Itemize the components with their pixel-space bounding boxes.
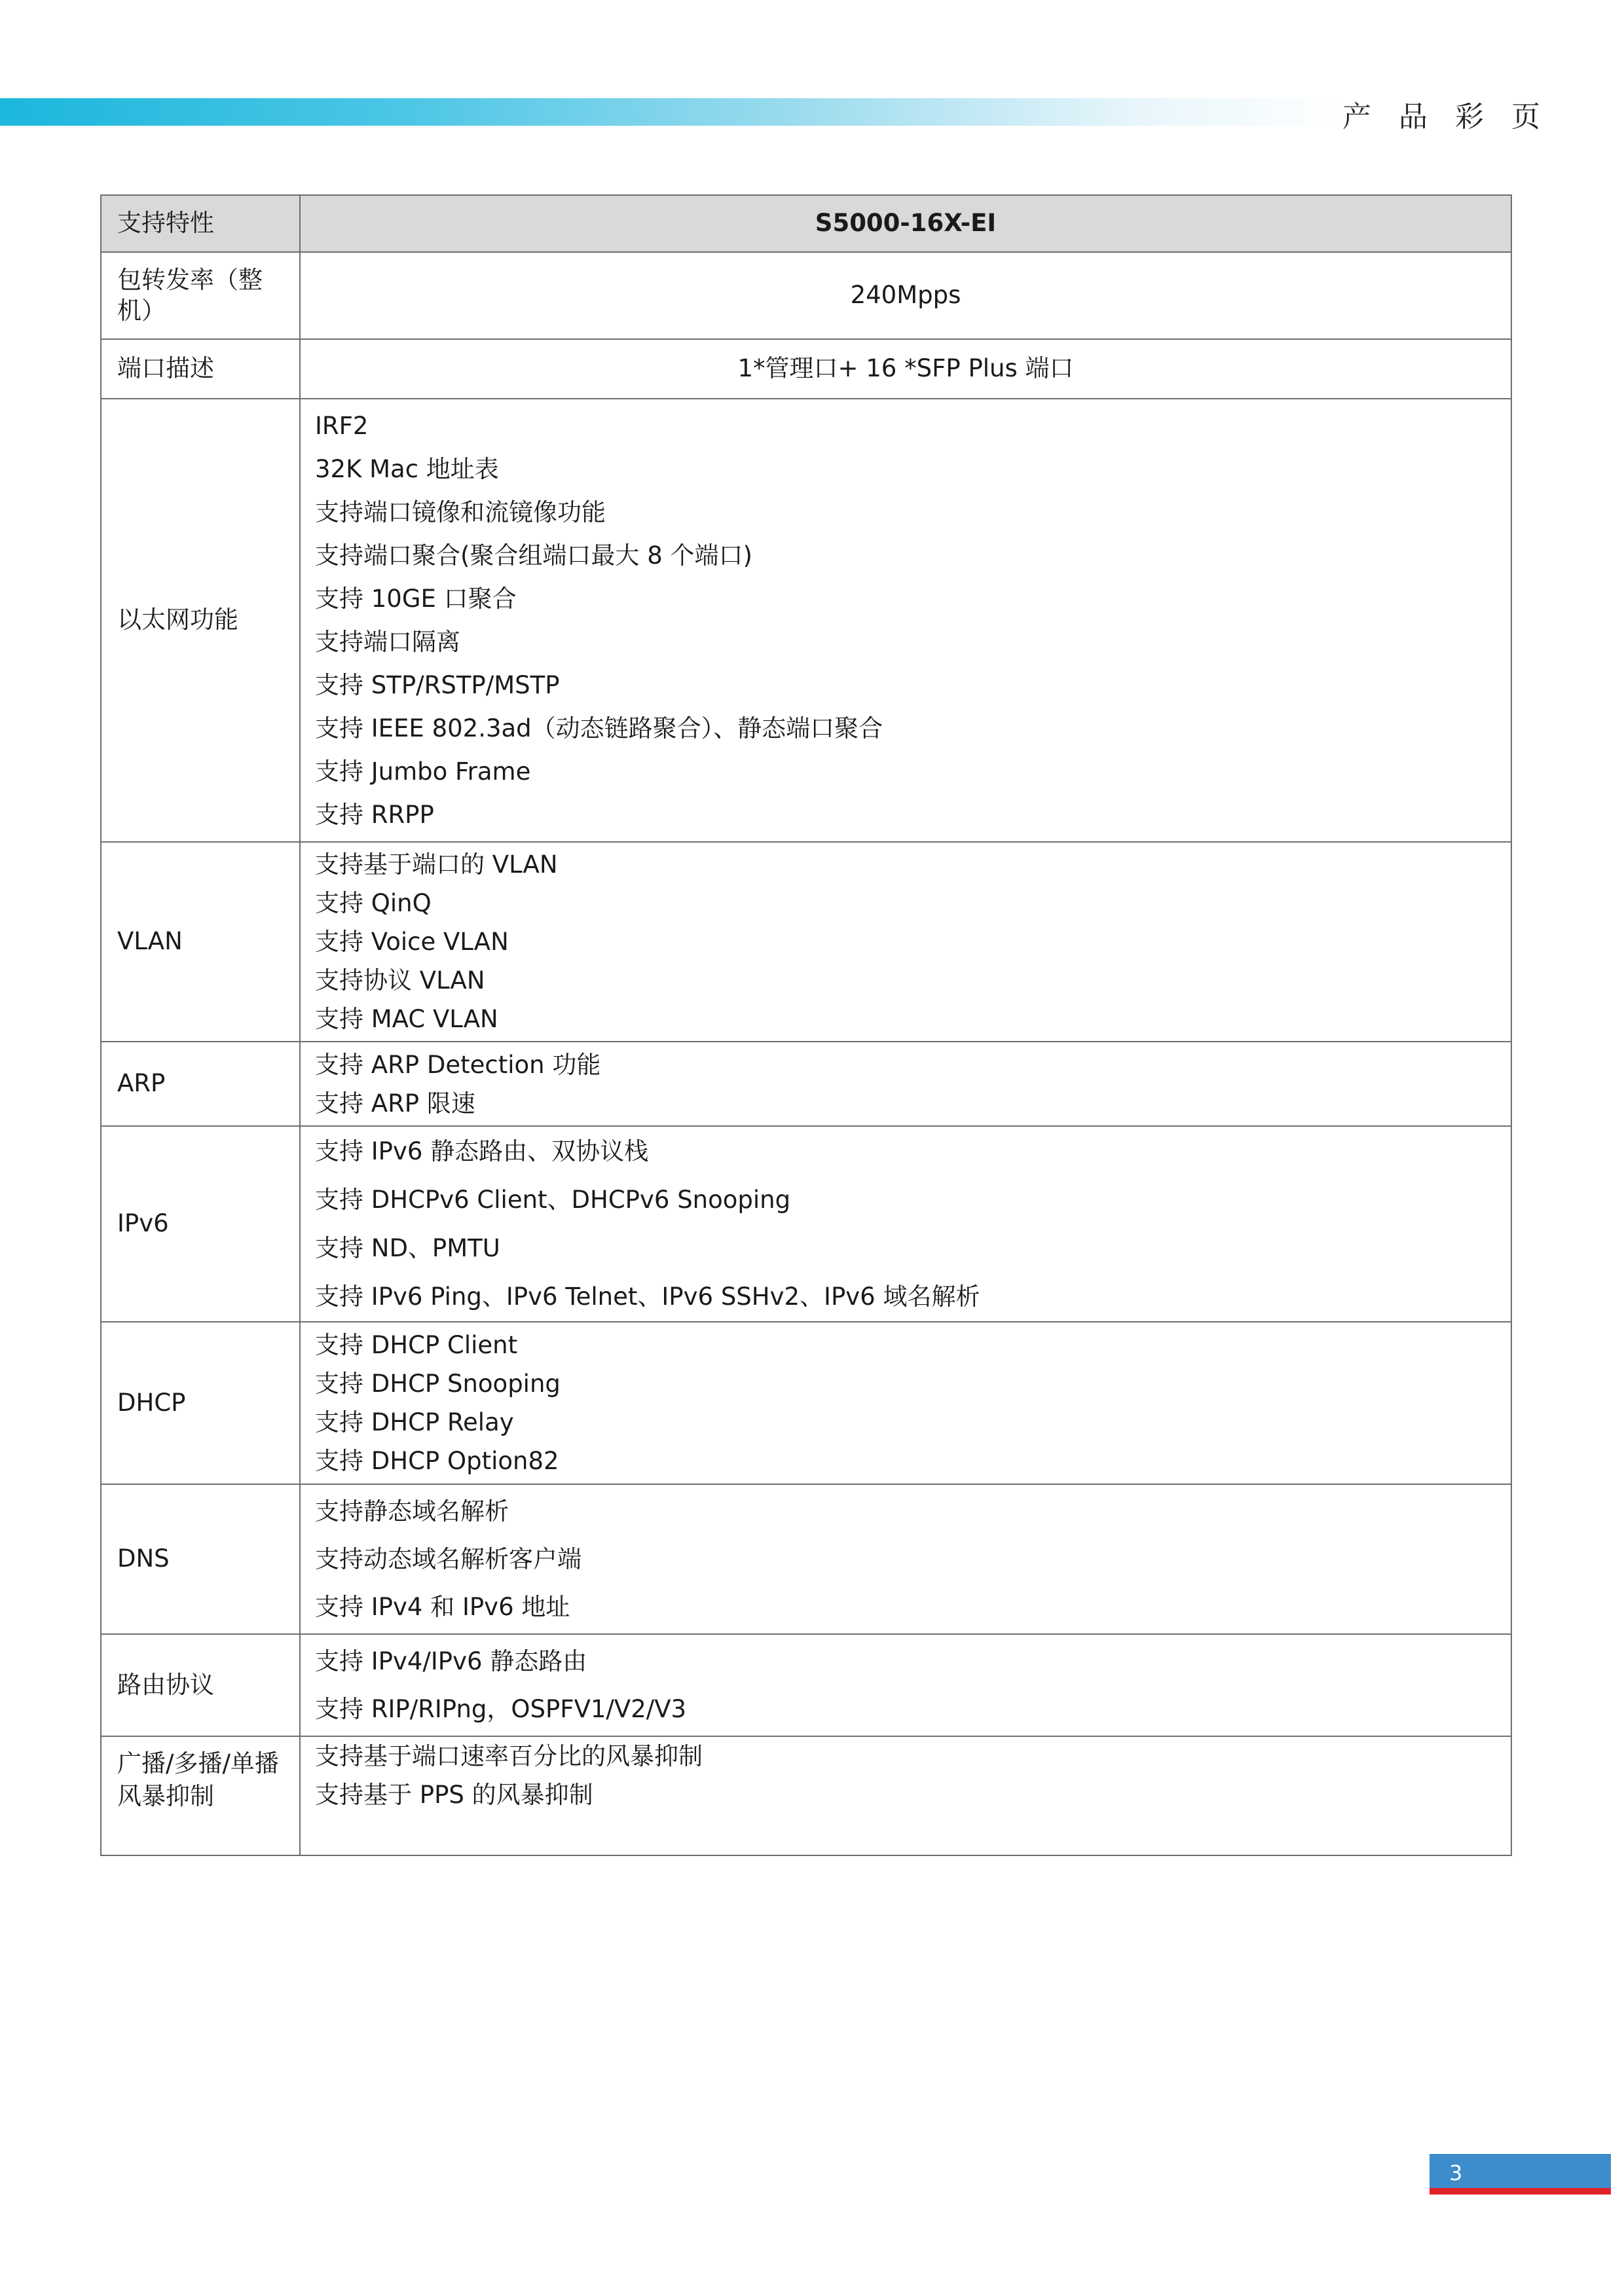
row-value [300, 1484, 1511, 1634]
value-line: 支持 DHCP Snooping [315, 1370, 561, 1398]
value-line: 支持 ARP 限速 [315, 1089, 475, 1118]
table-row [101, 842, 1511, 1042]
header-label: 支持特性 [101, 195, 300, 252]
row-label: 包转发率（整机） [101, 252, 300, 339]
value-line: 支持 DHCP Client [315, 1331, 518, 1359]
value-line: 支持基于端口的 VLAN [315, 850, 558, 879]
table-row [101, 339, 1511, 399]
value-line: 支持 MAC VLAN [315, 1005, 498, 1033]
value-line: 支持 IPv4 和 IPv6 地址 [315, 1593, 570, 1621]
value-line: 240Mpps [850, 281, 961, 310]
row-value [300, 1322, 1511, 1484]
row-label: 以太网功能 [101, 399, 300, 842]
row-label: 广播/多播/单播风暴抑制 [101, 1736, 300, 1855]
row-value [300, 842, 1511, 1042]
value-line: 1*管理口+ 16 *SFP Plus 端口 [737, 354, 1074, 383]
row-label: ARP [101, 1042, 300, 1126]
value-line: 支持 IPv4/IPv6 静态路由 [315, 1647, 587, 1675]
row-label: 端口描述 [101, 339, 300, 399]
table-row [101, 1126, 1511, 1322]
header-title: 产 品 彩 页 [1342, 100, 1549, 134]
row-value [300, 252, 1511, 339]
table-row [101, 1042, 1511, 1126]
table-row [101, 1322, 1511, 1484]
row-value [300, 1126, 1511, 1322]
row-value [300, 1042, 1511, 1126]
page-number: 3 [1449, 2160, 1463, 2185]
table-row [101, 252, 1511, 339]
value-line: 支持 ARP Detection 功能 [315, 1050, 601, 1079]
value-line: 支持 IEEE 802.3ad（动态链路聚合）、静态端口聚合 [315, 714, 883, 742]
value-line: 支持 STP/RSTP/MSTP [315, 670, 560, 699]
value-line: 支持 DHCP Relay [315, 1408, 514, 1436]
table-header-row [101, 195, 1511, 252]
value-line: 支持 QinQ [315, 889, 432, 917]
row-value [300, 1736, 1511, 1855]
page-number-underline [1430, 2188, 1611, 2195]
row-value [300, 339, 1511, 399]
value-line: 支持端口镜像和流镜像功能 [315, 498, 606, 526]
value-line: 支持静态域名解析 [315, 1497, 509, 1525]
value-line: IRF2 [315, 411, 369, 440]
value-line: 支持 RIP/RIPng，OSPFV1/V2/V3 [315, 1695, 687, 1723]
header-gradient-band [0, 98, 1342, 126]
value-line: 支持端口隔离 [315, 627, 460, 656]
spec-table [100, 194, 1512, 1856]
row-value [300, 1634, 1511, 1736]
value-line: 支持端口聚合(聚合组端口最大 8 个端口) [315, 541, 752, 570]
value-line: 支持 RRPP [315, 800, 434, 829]
header-model: S5000-16X-EI [300, 195, 1511, 252]
value-line: 支持 10GE 口聚合 [315, 584, 517, 613]
page-number-box [1430, 2154, 1611, 2193]
table-row [101, 399, 1511, 842]
value-line: 支持 DHCPv6 Client、DHCPv6 Snooping [315, 1185, 791, 1214]
row-label: DHCP [101, 1322, 300, 1484]
value-line: 支持 Jumbo Frame [315, 757, 531, 786]
value-line: 支持基于 PPS 的风暴抑制 [315, 1781, 593, 1809]
value-line: 支持 DHCP Option82 [315, 1447, 559, 1475]
row-label: IPv6 [101, 1126, 300, 1322]
value-line: 支持 Voice VLAN [315, 928, 509, 956]
value-line: 支持基于端口速率百分比的风暴抑制 [315, 1742, 703, 1770]
value-line: 支持协议 VLAN [315, 966, 485, 994]
row-label: VLAN [101, 842, 300, 1042]
table-row [101, 1736, 1511, 1855]
value-line: 支持 IPv6 Ping、IPv6 Telnet、IPv6 SSHv2、IPv6 域名解析 [315, 1282, 980, 1311]
row-label: DNS [101, 1484, 300, 1634]
value-line: 支持 IPv6 静态路由、双协议栈 [315, 1137, 649, 1165]
row-value [300, 399, 1511, 842]
row-label: 路由协议 [101, 1634, 300, 1736]
table-row [101, 1634, 1511, 1736]
value-line: 支持 ND、PMTU [315, 1233, 500, 1262]
table-row [101, 1484, 1511, 1634]
value-line: 32K Mac 地址表 [315, 454, 499, 483]
value-line: 支持动态域名解析客户端 [315, 1545, 581, 1573]
